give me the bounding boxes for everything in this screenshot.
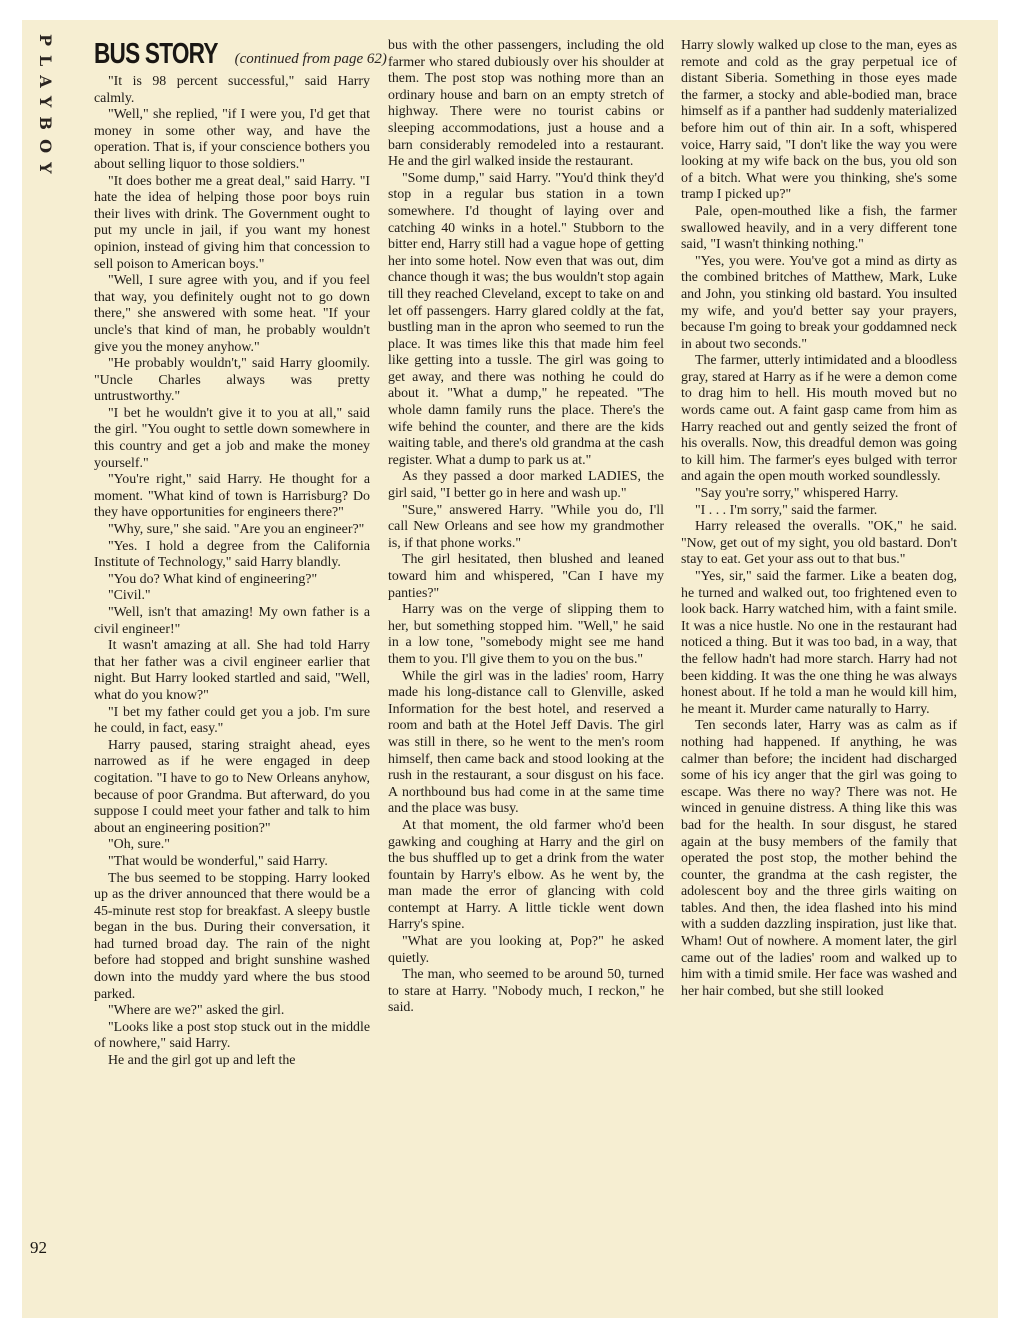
paragraph: "I bet my father could get you a job. I'm sure he could, in fact, easy.": [94, 704, 370, 737]
paragraph: "Well, isn't that amazing! My own father is a civil engineer!": [94, 605, 370, 637]
paragraph: "Yes, you were. You've got a mind as dirty as the combined britches of Matthew, Mark, Luke and John, you stinking old bastard. You insulted my wife, and you'd better say your prayers, because I'm going to break your goddamned neck in about two seconds.": [681, 253, 957, 352]
paragraph: At that moment, the old farmer who'd been gawking and coughing at Harry and the girl on the bus shuffled up to get a drink from the water fountain by Harry's elbow. As he went by, the man made the error of glancing with cold contempt at Harry. A little tickle went down Harry's spine.: [388, 817, 664, 933]
paragraph: The farmer, utterly intimidated and a bloodless gray, stared at Harry as if he were a demon come to drag him to hell. His mouth moved but no words came out. A faint gasp came from him as Harry reached out and gently seized the front of his overalls. Now, this dreadful demon was going to kill him. The farmer's eyes bulged with terror and again the open mouth worked soundlessly.: [681, 353, 957, 485]
paragraph: "That would be wonderful," said Harry.: [108, 853, 328, 869]
text-column-1: [94, 74, 370, 1262]
paragraph: "Yes. I hold a degree from the California Institute of Technology," said Harry blandly.: [94, 538, 370, 571]
paragraph: "I . . . I'm sorry," said the farmer.: [695, 502, 878, 518]
paragraph: Pale, open-mouthed like a fish, the farmer swallowed heavily, and in a very different tone said, "I wasn't thinking nothing.": [681, 203, 957, 253]
story-header: [94, 38, 387, 70]
paragraph: "Sure," answered Harry. "While you do, I'll call New Orleans and see how my grandmother is, if that phone works.": [388, 502, 664, 551]
paragraph: "Looks like a post stop stuck out in the middle of nowhere," said Harry.: [94, 1019, 370, 1052]
paragraph: "Well, I sure agree with you, and if you feel that way, you definitely ought not to go down there," she answered with some heat. "If your uncle's that kind of man, he probably wouldn't give you the money anyhow.": [94, 273, 370, 355]
page-number: 92: [30, 1238, 47, 1257]
paragraph: Harry was on the verge of slipping them to her, but something stopped him. "Well," he said in a low tone, "somebody might see me hand them to you. I'll give them to you on the bus.": [388, 602, 664, 667]
paragraph: The bus seemed to be stopping. Harry looked up as the driver announced that there would be a 45-minute rest stop for breakfast. A sleepy bustle began in the bus. During their conversation, it had turned broad day. The rain of the night before had stopped and bright sunshine washed down into the muddy yard where the bus stood parked.: [94, 870, 370, 1002]
paragraph: "He probably wouldn't," said Harry gloomily. "Uncle Charles always was pretty untrustworthy.": [94, 356, 370, 405]
paragraph: Harry released the overalls. "OK," he said. "Now, get out of my sight, you old bastard. Don't stay to eat. Get your ass out to that bus.": [681, 519, 957, 568]
paragraph: "It does bother me a great deal," said Harry. "I hate the idea of helping those poor boys ruin their lives with drink. The Government ought to put my uncle in jail, if you want my honest opinion, instead of giving him that concession to sell poison to American boys.": [94, 173, 370, 272]
paragraph: "Say you're sorry," whispered Harry.: [695, 486, 899, 502]
continued-note: (continued from page 62): [234, 51, 387, 67]
paragraph: "Civil.": [108, 588, 151, 604]
paragraph: The girl hesitated, then blushed and leaned toward him and whispered, "Can I have my panties?": [388, 552, 664, 601]
paragraph: While the girl was in the ladies' room, Harry made his long-distance call to Glenville, asked Information for the best hotel, and reserved a room and bath at the Hotel Jeff Davis. The girl was still in there, so he went to the men's room himself, then came back and stood looking at the rush in the restaurant, a sour disgust on his face. A northbound bus had come in at the same time and the place was busy.: [388, 668, 664, 817]
paragraph: "You're right," said Harry. He thought for a moment. "What kind of town is Harrisburg? Do they have opportunities for engineers there?": [94, 472, 370, 521]
paragraph: Ten seconds later, Harry was as calm as if nothing had happened. If anything, he was calmer than before; the incident had discharged some of his icy anger that the girl was going to escape. Was there no way? There was not. He winced in genuine distress. A thing like this was bad for the health. In sour disgust, he stared again at the busy members of the family that operated the post stop, the mother behind the counter, the grandma at the cash register, the adolescent boy and the three girls waiting on tables. And then, the idea flashed into his mind with a sudden dazzling inspiration, just like that. Wham! Out of nowhere. A moment later, the girl came out of the ladies' room and walked up to him with a timid smile. Her face was washed and her hair combed, but she still looked: [681, 718, 957, 999]
paragraph: "I bet he wouldn't give it to you at all," said the girl. "You ought to settle down somewhere in this country and get a job and make the money yourself.": [94, 405, 370, 471]
paragraph: The man, who seemed to be around 50, turned to stare at Harry. "Nobody much, I reckon," he said.: [388, 967, 664, 1016]
paragraph: "Some dump," said Harry. "You'd think they'd stop in a regular bus station in a town somewhere. I'd thought of laying over and catching 40 winks in a hotel." Stubborn to the bitter end, Harry still had a vague hope of getting her into some hotel. Now even that was out, dim chance though it was; the bus wouldn't stop again till they reached Cleveland, except to take on and let off passengers. Harry glared coldly at the fat, bustling man in the apron who seemed to run the place. It was times like this that made him feel like getting into a tussle. The girl was going to get away, and there was nothing he could do about it. "What a dump," he repeated. "The whole damn family runs the place. There's the wife behind the counter, and there are the kids waiting table, and there's old grandma at the cash register. What a dump to park us at.": [388, 170, 664, 468]
paragraph: "Why, sure," she said. "Are you an engineer?": [108, 522, 365, 538]
paragraph: bus with the other passengers, including the old farmer who stared dubiously over his shoulder at them. The post stop was nothing more than an ordinary house and barn on an empty stretch of highway. There were no tourist cabins or sleeping accommodations, just a house and a barn considerably remodeled into a restaurant. He and the girl walked inside the restaurant.: [388, 38, 664, 170]
paragraph: "What are you looking at, Pop?" he asked quietly.: [388, 934, 664, 966]
paragraph: Harry slowly walked up close to the man, eyes as remote and cold as the gray perpetual ice of distant Siberia. Something in those eyes made the farmer, a stocky and able-bodied man, brace himself as if a panther had suddenly materialized before him out of thin air. In a soft, whispered voice, Harry said, "I don't like the way you were looking at my wife back on the bus, you old son of a bitch. What were you thinking, she's some tramp I picked up?": [681, 38, 957, 203]
paragraph: "Where are we?" asked the girl.: [108, 1003, 285, 1019]
paragraph: "It is 98 percent successful," said Harry calmly.: [94, 74, 370, 106]
text-column-2: [388, 38, 664, 1260]
paragraph: "Yes, sir," said the farmer. Like a beaten dog, he turned and walked out, too frightened even to look back. Harry watched him, with a faint smile. It was a nice hustle. No one in the restaurant had noticed a thing. But it was too bad, in a way, that the fellow hadn't had more starch. Harry had not been kidding. It was the one thing he was always honest about. If he told a man he would kill him, he meant it. Murder came naturally to Harry.: [681, 569, 957, 717]
magazine-name: PLAYBOY: [36, 34, 55, 183]
paragraph: Harry paused, staring straight ahead, eyes narrowed as if he were engaged in deep cogitation. "I have to go to New Orleans anyhow, because of poor Grandma. But afterward, do you suppose I could meet your father and talk to him about an engineering position?": [94, 737, 370, 836]
column-3-body: [681, 38, 957, 1000]
paragraph: "Well," she replied, "if I were you, I'd get that money in some other way, and have the operation. That is, if your conscience bothers you about selling liquor to those soldiers.": [94, 107, 370, 172]
story-title: BUS STORY: [94, 38, 218, 70]
paragraph: He and the girl got up and left the: [108, 1053, 296, 1069]
paragraph: "You do? What kind of engineering?": [108, 571, 318, 587]
paragraph: As they passed a door marked LADIES, the girl said, "I better go in here and wash up.": [388, 469, 664, 502]
text-column-3: [681, 38, 957, 1260]
paragraph: "Oh, sure.": [108, 837, 170, 853]
paragraph: It wasn't amazing at all. She had told Harry that her father was a civil engineer earlier that night. But Harry looked startled and said, "Well, what do you know?": [94, 638, 370, 703]
column-1-body: [94, 74, 370, 1070]
column-2-body: [388, 38, 664, 1017]
